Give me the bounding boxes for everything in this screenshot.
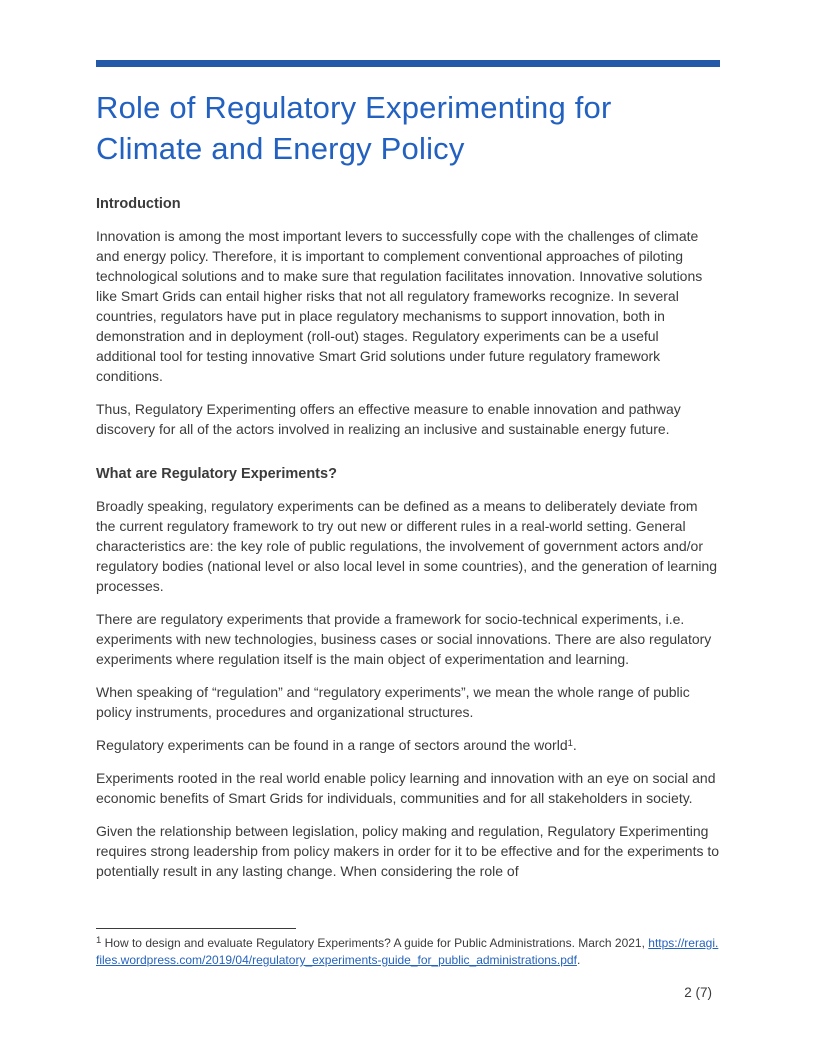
footnote-text: How to design and evaluate Regulatory Experiments? A guide for Public Administrations. March 2021,	[101, 936, 649, 950]
what-paragraph-2: There are regulatory experiments that provide a framework for socio-technical experiments, i.e. experiments with new technologies, business cases or social innovations. There are also regulatory experiments where regulation itself is the main object of experimentation and learning.	[96, 611, 712, 667]
what-paragraph-4	[96, 735, 720, 755]
footnote-marker: 1	[96, 934, 102, 946]
section-heading-introduction: Introduction	[96, 196, 181, 212]
what-paragraph-3: When speaking of “regulation” and “regulatory experiments”, we mean the whole range of public policy instruments, procedures and organizational structures.	[96, 684, 690, 720]
footnote-area	[96, 928, 720, 969]
title-accent-rule	[96, 60, 720, 67]
section-heading-what-are-regulatory-experiments: What are Regulatory Experiments?	[96, 466, 337, 482]
page-number: 2 (7)	[684, 985, 712, 1000]
what-paragraph-5: Experiments rooted in the real world enable policy learning and innovation with an eye on social and economic benefits of Smart Grids for individuals, communities and for all stakeholders in society.	[96, 770, 716, 806]
intro-paragraph-1: Innovation is among the most important levers to successfully cope with the challenges of climate and energy policy. Therefore, it is important to complement conventional approaches of piloting technological solutions and to make sure that regulation facilitates innovation. Innovative solutions like Smart Grids can entail higher risks that not all regulatory frameworks recognize. In several countries, regulators have put in place regulatory mechanisms to support innovation, both in demonstration and in deployment (roll-out) stages. Regulatory experiments can be a useful additional tool for testing innovative Smart Grid solutions under future regulatory framework conditions.	[96, 228, 703, 384]
footnote-separator-rule	[96, 928, 296, 929]
sentence-text: Regulatory experiments can be found in a range of sectors around the world	[96, 737, 568, 753]
footnote-suffix: .	[576, 953, 581, 967]
what-paragraph-6: Given the relationship between legislation, policy making and regulation, Regulatory Experimenting requires strong leadership from policy makers in order for it to be effective and for the experiments to potentially result in any lasting change. When considering the role of	[96, 823, 720, 879]
footnote-reference-marker: 1	[567, 737, 573, 749]
intro-paragraph-2: Thus, Regulatory Experimenting offers an effective measure to enable innovation and pathway discovery for all of the actors involved in realizing an inclusive and sustainable energy future.	[96, 401, 681, 437]
footnote	[96, 935, 720, 969]
page-title: Role of Regulatory Experimenting for Climate and Energy Policy	[96, 90, 612, 166]
footnote-link[interactable]: https://reragi.files.wordpress.com/2019/04/regulatory_experiments-guide_for_public_administrations.pdf	[96, 936, 719, 967]
what-paragraph-1: Broadly speaking, regulatory experiments can be defined as a means to deliberately deviate from the current regulatory framework to try out new or different rules in a real-world setting. General characteristics are: the key role of public regulations, the involvement of government actors and/or regulatory bodies (national level or also local level in some countries), and the generation of learning processes.	[96, 498, 718, 594]
sentence-period: .	[572, 737, 577, 753]
